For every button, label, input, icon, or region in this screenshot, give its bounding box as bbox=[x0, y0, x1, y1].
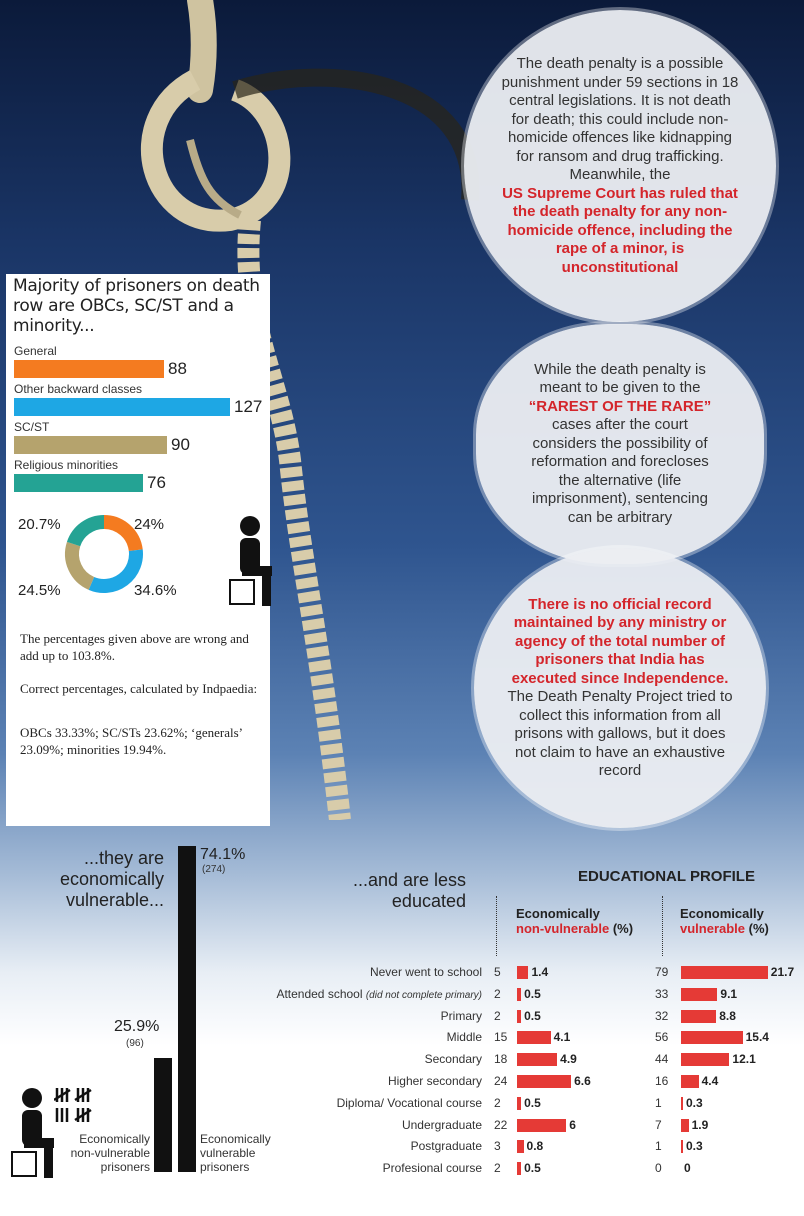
info-circle-rarest bbox=[476, 324, 764, 564]
donut-slice bbox=[91, 550, 136, 586]
education-value-label: 0.8 bbox=[526, 1139, 544, 1153]
education-value-label: 4.4 bbox=[701, 1074, 719, 1088]
series-header-vulnerable: Economically vulnerable (%) bbox=[680, 906, 769, 936]
education-bar bbox=[517, 1097, 521, 1110]
education-count: 79 bbox=[655, 965, 669, 979]
education-count: 22 bbox=[494, 1118, 508, 1132]
education-bar bbox=[517, 1140, 524, 1153]
econ-bar bbox=[178, 846, 196, 1172]
economic-heading: ...they are economically vulnerable... bbox=[59, 848, 164, 910]
education-count: 24 bbox=[494, 1074, 508, 1088]
education-count: 7 bbox=[655, 1118, 662, 1132]
category-text: Middle bbox=[446, 1030, 482, 1044]
education-bar bbox=[681, 1140, 683, 1153]
category-text: Profesional course bbox=[382, 1161, 482, 1175]
donut-slice bbox=[72, 544, 91, 583]
education-category-label bbox=[252, 1074, 482, 1088]
category-note: (did not complete primary) bbox=[365, 990, 482, 1001]
education-category-label bbox=[252, 1139, 482, 1153]
education-count: 32 bbox=[655, 1009, 669, 1023]
education-bar bbox=[517, 1119, 566, 1132]
education-bar bbox=[681, 1010, 716, 1023]
circle-highlight: Independence. bbox=[623, 669, 729, 687]
education-value-label: 0.5 bbox=[524, 1009, 541, 1023]
education-category-label bbox=[252, 1052, 482, 1066]
bar-category-label: Other backward classes bbox=[14, 382, 143, 396]
education-value-label: 0.3 bbox=[686, 1139, 703, 1153]
category-text: Never went to school bbox=[369, 965, 482, 979]
column-divider bbox=[662, 896, 663, 956]
info-circle-supreme-court bbox=[464, 10, 776, 322]
education-value-label: 6.6 bbox=[574, 1074, 591, 1088]
education-value-label: 12.1 bbox=[732, 1052, 756, 1066]
education-bar bbox=[681, 1097, 683, 1110]
education-count: 0 bbox=[655, 1161, 662, 1175]
education-bar bbox=[517, 1031, 551, 1044]
category-text: Postgraduate bbox=[410, 1139, 482, 1153]
education-bar bbox=[681, 1075, 699, 1088]
education-count: 44 bbox=[655, 1052, 669, 1066]
education-count: 56 bbox=[655, 1030, 669, 1044]
education-count: 1 bbox=[655, 1139, 662, 1153]
education-bar bbox=[517, 1075, 571, 1088]
tally-marks-icon bbox=[54, 1086, 98, 1126]
education-count: 18 bbox=[494, 1052, 508, 1066]
education-count: 5 bbox=[494, 965, 501, 979]
donut-slice bbox=[104, 522, 136, 550]
education-count: 33 bbox=[655, 987, 669, 1001]
category-text: Diploma/ Vocational course bbox=[336, 1096, 482, 1110]
bar-value-label: 90 bbox=[171, 435, 190, 454]
education-value-label: 6 bbox=[569, 1118, 576, 1132]
education-bar bbox=[517, 1053, 557, 1066]
bar bbox=[14, 474, 143, 492]
education-value-label: 1.9 bbox=[691, 1118, 709, 1132]
category-text: Higher secondary bbox=[387, 1074, 482, 1088]
econ-count-label: (96) bbox=[126, 1038, 144, 1049]
circle-highlight: US Supreme Court has ruled that the death penalty for any non-homicide offence, including the rape of a minor, is unconstitutional bbox=[502, 184, 738, 276]
education-count: 2 bbox=[494, 1096, 501, 1110]
bar-value-label: 76 bbox=[147, 473, 166, 492]
column-divider bbox=[496, 896, 497, 956]
econ-count-label: (274) bbox=[202, 864, 226, 875]
note-wrong-percentages: The percentages given above are wrong and add up to 103.8%. bbox=[20, 631, 249, 663]
education-category-label bbox=[252, 965, 482, 979]
education-count: 3 bbox=[494, 1139, 501, 1153]
circle-text: cases after the court considers the possibility of reformation and forecloses the alternative (life imprisonment), sentencing can be arbitrary bbox=[531, 416, 709, 526]
education-value-label: 9.1 bbox=[720, 987, 738, 1001]
education-category-label bbox=[252, 1161, 482, 1175]
donut-label: 24.5% bbox=[18, 582, 61, 599]
bar-category-label: General bbox=[14, 344, 57, 358]
circle-text: The death penalty is a possible punishment under 59 sections in 18 central legislations. It is not death for death; this could include non-homicide offences like kidnapping for ransom and drug trafficking. Meanwhile, the bbox=[501, 55, 739, 183]
education-value-label: 0 bbox=[684, 1161, 691, 1175]
info-circle-no-record bbox=[474, 548, 766, 828]
education-category-label bbox=[252, 1009, 482, 1023]
education-value-label: 0.5 bbox=[524, 1161, 541, 1175]
education-bar bbox=[681, 1119, 689, 1132]
bar-category-label: SC/ST bbox=[14, 420, 50, 434]
category-text: Attended school bbox=[276, 987, 363, 1001]
education-count: 15 bbox=[494, 1030, 508, 1044]
donut-label: 24% bbox=[134, 516, 165, 533]
circle-highlight: There is no official record maintained by any ministry or agency of the total number of prisoners that India has executed since bbox=[511, 595, 727, 687]
education-bar bbox=[517, 1162, 521, 1175]
education-value-label: 15.4 bbox=[745, 1030, 769, 1044]
education-category-label bbox=[252, 987, 482, 1001]
category-text: Primary bbox=[440, 1009, 482, 1023]
education-category-label bbox=[252, 1118, 482, 1132]
education-bar bbox=[517, 1010, 521, 1023]
category-text: Undergraduate bbox=[401, 1118, 482, 1132]
circle-text: While the death penalty is meant to be given to the bbox=[534, 360, 706, 397]
education-count: 1 bbox=[655, 1096, 662, 1110]
education-value-label: 0.5 bbox=[524, 1096, 541, 1110]
education-value-label: 8.8 bbox=[719, 1009, 736, 1023]
education-count: 2 bbox=[494, 987, 501, 1001]
circle-highlight: “RAREST OF THE RARE” bbox=[528, 397, 712, 415]
education-value-label: 0.3 bbox=[686, 1096, 703, 1110]
education-value-label: 0.5 bbox=[524, 987, 541, 1001]
note-correct-values: OBCs 33.33%; SC/STs 23.62%; ‘generals’ 23.09%; minorities 19.94%. bbox=[20, 725, 243, 757]
bar-category-label: Religious minorities bbox=[14, 458, 119, 472]
education-bar bbox=[517, 988, 521, 1001]
note-correct-heading: Correct percentages, calculated by Indpaedia: bbox=[20, 681, 258, 696]
education-bar bbox=[681, 988, 717, 1001]
education-count: 2 bbox=[494, 1161, 501, 1175]
education-value-label: 1.4 bbox=[531, 965, 549, 979]
education-bar bbox=[681, 966, 768, 979]
chart-title: Majority of prisoners on death row are OBCs, SC/ST and a minority... bbox=[13, 276, 260, 336]
bar bbox=[14, 398, 230, 416]
education-count: 2 bbox=[494, 1009, 501, 1023]
bar-value-label: 88 bbox=[168, 359, 187, 378]
econ-category-label: Economically non-vulnerable prisoners bbox=[70, 1132, 150, 1174]
donut-label: 20.7% bbox=[18, 516, 61, 533]
education-subtitle: ...and are less educated bbox=[352, 870, 466, 911]
econ-category-label: Economically vulnerable prisoners bbox=[200, 1132, 271, 1174]
econ-bar bbox=[154, 1058, 172, 1172]
circle-text: The Death Penalty Project tried to collect this information from all prisons with gallows, but it does not claim to have an exhaustive record bbox=[507, 688, 733, 779]
education-bar bbox=[681, 1031, 743, 1044]
education-value-label: 4.9 bbox=[560, 1052, 577, 1066]
donut-label: 34.6% bbox=[134, 582, 177, 599]
econ-percent-label: 74.1% bbox=[200, 846, 246, 863]
seated-prisoner-icon bbox=[228, 514, 274, 606]
education-title: EDUCATIONAL PROFILE bbox=[578, 868, 755, 885]
education-value-label: 4.1 bbox=[553, 1030, 571, 1044]
education-bar bbox=[681, 1053, 729, 1066]
bar bbox=[14, 360, 164, 378]
seated-prisoner-icon bbox=[10, 1086, 56, 1178]
donut-slice bbox=[74, 522, 104, 544]
series-header-non-vulnerable: Economically non-vulnerable (%) bbox=[516, 906, 634, 936]
category-text: Secondary bbox=[424, 1052, 482, 1066]
education-value-label: 21.7 bbox=[770, 965, 795, 979]
bar bbox=[14, 436, 167, 454]
education-bar bbox=[517, 966, 528, 979]
bar-value-label: 127 bbox=[234, 397, 263, 416]
econ-percent-label: 25.9% bbox=[114, 1018, 160, 1035]
education-count: 16 bbox=[655, 1074, 669, 1088]
education-category-label bbox=[252, 1030, 482, 1044]
education-category-label bbox=[252, 1096, 482, 1110]
